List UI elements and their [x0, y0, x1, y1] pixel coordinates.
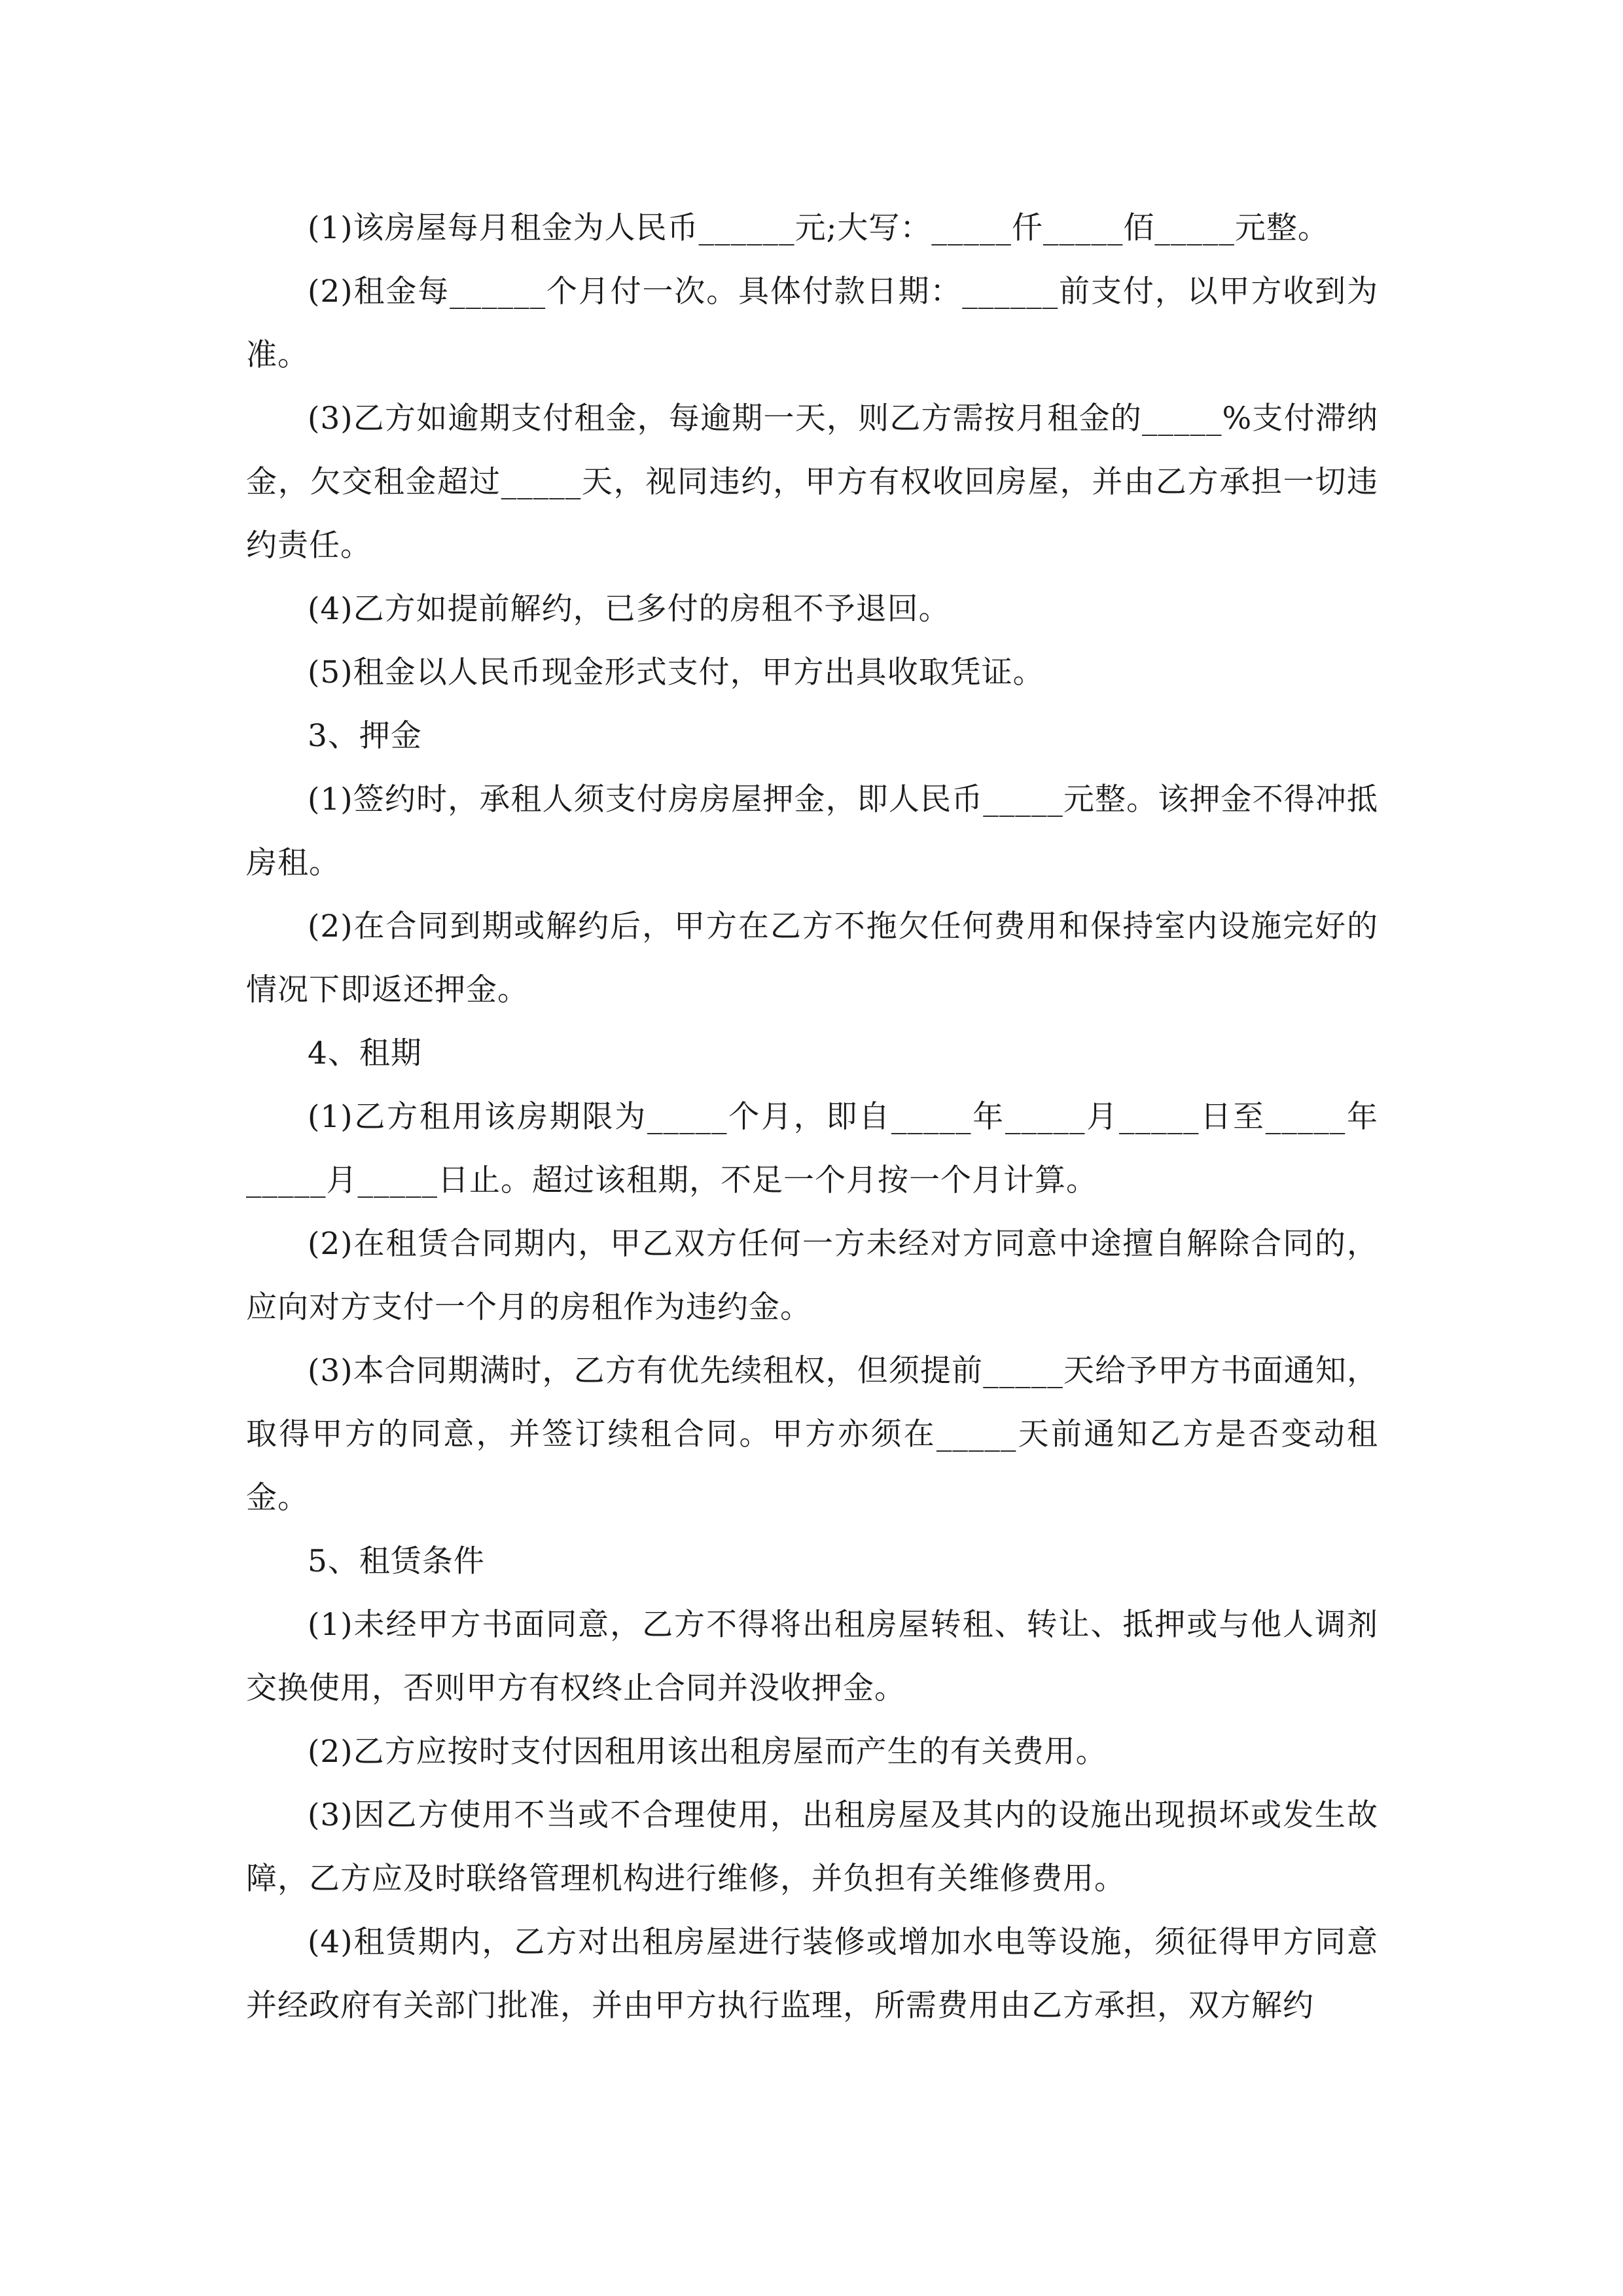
clause-5-3-repairs: (3)因乙方使用不当或不合理使用，出租房屋及其内的设施出现损坏或发生故障，乙方应及时联络管理机构进行维修，并负担有关维修费用。 [246, 1797, 1378, 1897]
clause-3-1-deposit: (1)签约时，承租人须支付房房屋押金，即人民币_____元整。该押金不得冲抵房租。 [246, 781, 1378, 881]
clause-4-3-renewal: (3)本合同期满时，乙方有优先续租权，但须提前_____天给予甲方书面通知，取得甲方的同意，并签订续租合同。甲方亦须在_____天前通知乙方是否变动租金。 [246, 1353, 1378, 1516]
clause-4-1-lease-term: (1)乙方租用该房期限为_____个月，即自_____年_____月_____日至_____年_____月_____日止。超过该租期，不足一个月按一个月计算。 [246, 1099, 1378, 1198]
clause-2-2-payment-cycle: (2)租金每______个月付一次。具体付款日期：______前支付，以甲方收到为准。 [246, 274, 1378, 373]
clause-5-1-sublease: (1)未经甲方书面同意，乙方不得将出租房屋转租、转让、抵押或与他人调剂交换使用，否则甲方有权终止合同并没收押金。 [246, 1607, 1378, 1706]
section-4-heading: 4、租期 [308, 1035, 422, 1071]
clause-2-5-payment-form: (5)租金以人民币现金形式支付，甲方出具收取凭证。 [308, 655, 1044, 691]
section-3-heading: 3、押金 [308, 718, 422, 754]
clause-2-3-late-payment: (3)乙方如逾期支付租金，每逾期一天，则乙方需按月租金的_____%支付滞纳金，欠交租金超过_____天，视同违约，甲方有权收回房屋，并由乙方承担一切违约责任。 [246, 401, 1378, 564]
clause-5-4-renovation: (4)租赁期内，乙方对出租房屋进行装修或增加水电等设施，须征得甲方同意并经政府有关部门批准，并由甲方执行监理，所需费用由乙方承担，双方解约 [246, 1924, 1378, 2024]
section-5-heading: 5、租赁条件 [308, 1543, 485, 1579]
document-page [246, 196, 1378, 2037]
clause-4-2-breach: (2)在租赁合同期内，甲乙双方任何一方未经对方同意中途擅自解除合同的，应向对方支付一个月的房租作为违约金。 [246, 1226, 1378, 1325]
clause-2-1-monthly-rent: (1)该房屋每月租金为人民币______元;大写：_____仟_____佰_____元整。 [308, 210, 1329, 246]
clause-3-2-deposit-return: (2)在合同到期或解约后，甲方在乙方不拖欠任何费用和保持室内设施完好的情况下即返还押金。 [246, 908, 1378, 1008]
clause-2-4-early-termination: (4)乙方如提前解约，已多付的房租不予退回。 [308, 591, 950, 627]
clause-5-2-fees: (2)乙方应按时支付因租用该出租房屋而产生的有关费用。 [308, 1734, 1107, 1770]
